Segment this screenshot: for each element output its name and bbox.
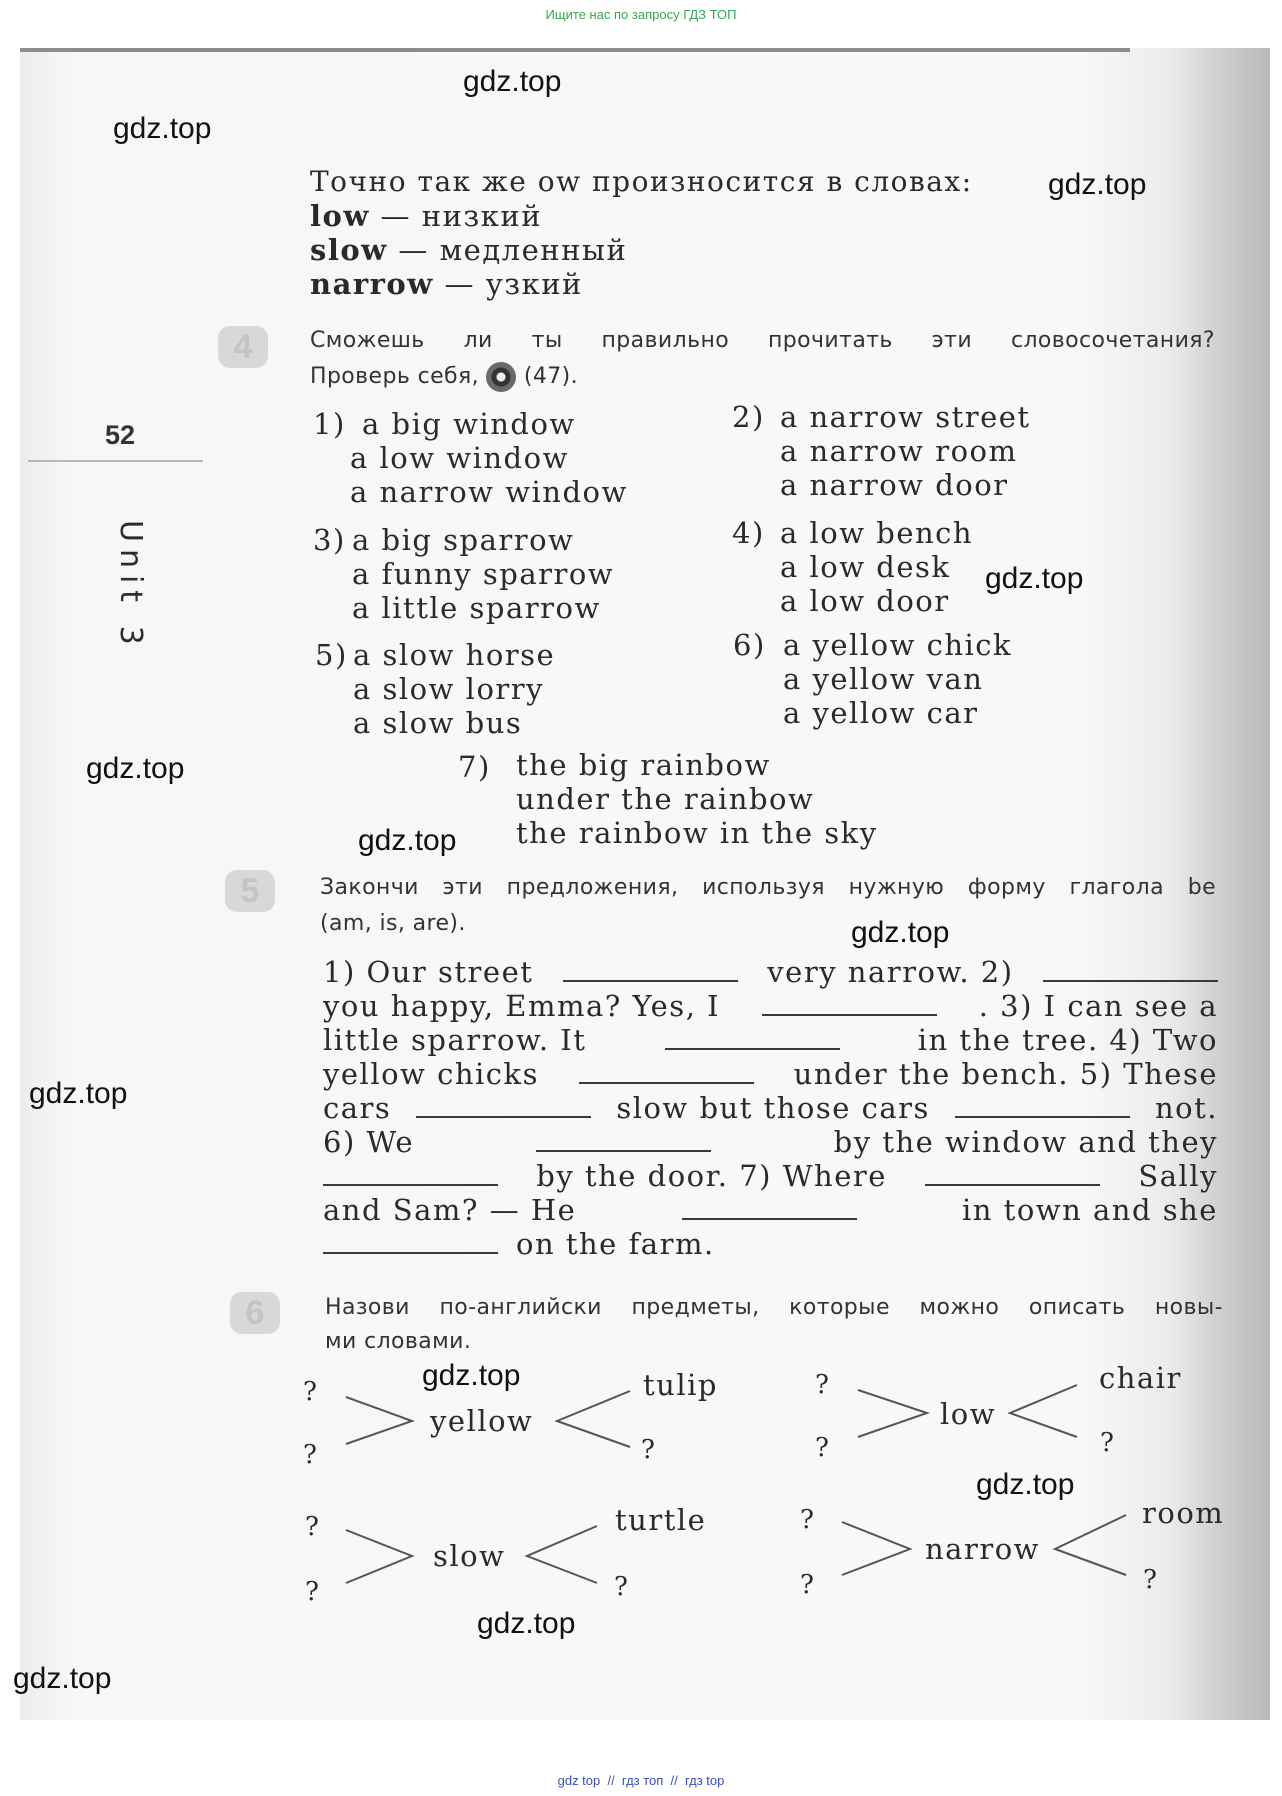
answer-blank[interactable] [762,990,937,1016]
question-mark: ? [800,1570,814,1600]
phrase: a slow lorry [353,672,545,706]
text-segment: and Sam? — He [323,1193,577,1227]
answer-blank[interactable] [682,1194,857,1220]
watermark: gdz.top [851,916,950,949]
question-mark: ? [305,1577,319,1607]
cd-audio-icon [486,362,516,392]
instruction-text: Проверь себя, [310,364,480,389]
phrase: a funny sparrow [352,557,615,591]
task6-instruction-line1: Назови по-английски предметы, которые можно описать новы- [325,1295,1223,1320]
question-mark: ? [815,1370,829,1400]
phrase: a big sparrow [352,523,575,557]
question-mark: ? [303,1377,317,1407]
text-segment: in the tree. 4) Two [917,1023,1218,1057]
unit-label: Unit 3 [113,520,148,652]
word-en: slow [310,233,388,267]
diagram-example-word: chair [1099,1361,1182,1395]
task-number-badge: 6 [230,1292,280,1334]
phrase: a little sparrow [352,591,601,625]
watermark: gdz.top [86,752,185,785]
diagram-example-word: tulip [643,1368,718,1402]
text-segment: by the door. 7) Where [536,1159,887,1193]
answer-blank[interactable] [536,1126,711,1152]
group-label: 4) [732,516,765,550]
phrase: a yellow car [783,696,979,730]
phrase: under the rainbow [516,782,815,816]
phrase: a low bench [780,516,974,550]
text-segment: on the farm. [516,1227,715,1261]
diagram-center-word: slow [433,1539,506,1573]
sidebar-rule [28,460,203,462]
watermark: gdz.top [29,1077,128,1110]
pronunciation-word [310,267,583,301]
text-segment: by the window and they [833,1125,1218,1159]
watermark: gdz.top [113,112,212,145]
exercise-line [323,1023,1218,1057]
text-segment: not. [1154,1091,1218,1125]
task-number-badge: 4 [218,326,268,368]
word-ru: узкий [485,267,583,301]
pronunciation-word [310,233,627,267]
answer-blank[interactable] [1043,956,1218,982]
bottom-banner: gdz top // гдз топ // гдз top [557,1773,725,1788]
top-banner: Ищите нас по запросу ГДЗ ТОП [545,7,737,22]
question-mark: ? [614,1572,628,1602]
phrase: a low door [780,584,950,618]
phrase: a big window [362,407,576,441]
phrase: a yellow chick [783,628,1013,662]
answer-blank[interactable] [563,956,738,982]
question-mark: ? [303,1440,317,1470]
question-mark: ? [800,1505,814,1535]
group-label: 3) [313,523,346,557]
page-top-edge [20,48,1130,52]
text-segment: very narrow. 2) [767,955,1014,989]
text-segment: . 3) I can see a [978,989,1218,1023]
phrase: a narrow room [780,434,1018,468]
exercise-line [323,1227,715,1261]
text-segment: Sally [1138,1159,1218,1193]
answer-blank[interactable] [925,1160,1100,1186]
group-label: 5) [315,638,348,672]
question-mark: ? [305,1512,319,1542]
phrase: a narrow window [350,475,628,509]
text-segment: cars [323,1091,392,1125]
answer-blank[interactable] [323,1160,498,1186]
word-en: low [310,199,370,233]
answer-blank[interactable] [416,1092,591,1118]
exercise-line [323,1159,1218,1193]
exercise-line [323,1091,1218,1125]
question-mark: ? [641,1435,655,1465]
diagram-center-word: narrow [925,1532,1040,1566]
watermark: gdz.top [1048,168,1147,201]
answer-blank[interactable] [665,1024,840,1050]
phrase: a slow bus [353,706,523,740]
task4-instruction-line2 [310,362,578,392]
watermark: gdz.top [477,1607,576,1640]
page-number: 52 [105,420,136,450]
phrase: a narrow door [780,468,1009,502]
text-segment: you happy, Emma? Yes, I [323,989,721,1023]
watermark: gdz.top [358,824,457,857]
phrase: the rainbow in the sky [516,816,878,850]
word-ru: медленный [439,233,628,267]
watermark: gdz.top [422,1359,521,1392]
word-dash: — [380,199,412,233]
task6-instruction-line2: ми словами. [325,1329,472,1354]
watermark: gdz.top [985,562,1084,595]
diagram-example-word: room [1142,1496,1225,1530]
watermark: gdz.top [13,1662,112,1695]
text-segment: yellow chicks [323,1057,539,1091]
word-dash: — [398,233,429,267]
task4-instruction-line1: Сможешь ли ты правильно прочитать эти словосочетания? [310,328,1215,353]
pronunciation-word [310,199,542,233]
watermark: gdz.top [976,1468,1075,1501]
text-segment: 6) We [323,1125,415,1159]
phrase: a slow horse [353,638,556,672]
phrase: a low desk [780,550,951,584]
text-segment: under the bench. 5) These [793,1057,1218,1091]
text-segment: slow but those cars [616,1091,930,1125]
word-ru: низкий [421,199,543,233]
task5-instruction-line2: (am, is, are). [320,911,466,936]
word-en: narrow [310,267,434,301]
diagram-center-word: yellow [430,1404,534,1438]
exercise-line [323,955,1218,989]
answer-blank[interactable] [323,1228,498,1254]
text-segment: in town and she [962,1193,1218,1227]
exercise-line [323,1125,1218,1159]
group-label: 6) [733,628,766,662]
diagram-example-word: turtle [615,1503,707,1537]
exercise-line [323,1057,1218,1091]
exercise-line [323,1193,1218,1227]
task-number-badge: 5 [225,870,275,912]
pronunciation-title: Точно так же ow произносится в словах: [310,165,973,198]
phrase: a yellow van [783,662,984,696]
text-segment: little sparrow. It [323,1023,587,1057]
phrase: a low window [350,441,569,475]
task5-instruction-line1: Закончи эти предложения, используя нужную форму глагола be [320,875,1216,900]
group-label: 7) [458,750,491,784]
group-label: 2) [732,400,765,434]
question-mark: ? [815,1433,829,1463]
answer-blank[interactable] [579,1058,754,1084]
diagram-center-word: low [940,1397,997,1431]
phrase: the big rainbow [516,748,771,782]
group-label: 1) [313,407,346,441]
question-mark: ? [1100,1428,1114,1458]
word-dash: — [444,267,475,301]
instruction-track: (47). [523,364,578,389]
phrase: a narrow street [780,400,1031,434]
answer-blank[interactable] [955,1092,1130,1118]
text-segment: 1) Our street [323,955,534,989]
exercise-line [323,989,1218,1023]
question-mark: ? [1143,1565,1157,1595]
watermark: gdz.top [463,65,562,98]
